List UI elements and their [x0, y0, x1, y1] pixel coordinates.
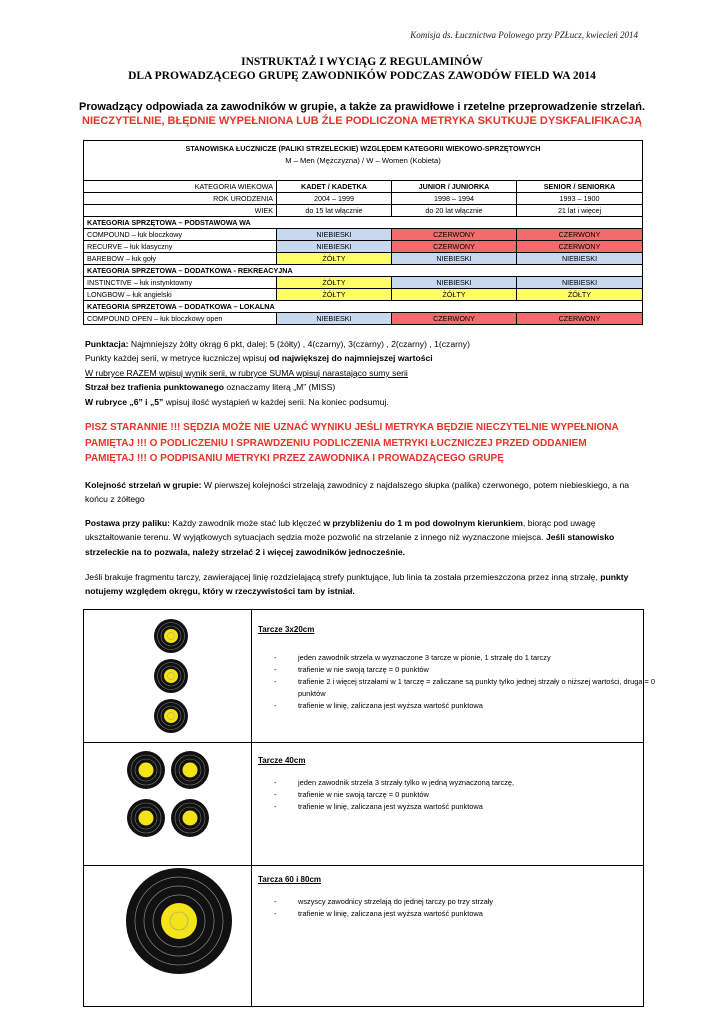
table-header-legend: M – Men (Mężczyzna) / W – Women (Kobieta) [285, 156, 441, 165]
table-row [84, 193, 643, 205]
col-junior: JUNIOR / JUNIORKA [392, 181, 517, 193]
table-cell: 1993 – 1900 [517, 193, 643, 205]
scoring-text: oznaczamy literą „M” (MISS) [223, 382, 336, 393]
col-senior: SENIOR / SENIORKA [517, 181, 643, 193]
row-label-recurve: RECURVE – łuk klasyczny [84, 241, 277, 253]
order-paragraph [85, 478, 645, 507]
row-label-compound: COMPOUND – łuk bloczkowy [84, 229, 277, 241]
scoring-section [85, 337, 645, 409]
stance-emphasis: w przybliżeniu do 1 m pod dowolnym kierunkiem [323, 518, 523, 528]
order-text: W pierwszej kolejności strzelają zawodnicy z najdalszego słupka (palika) czerwonego, potem niebieskiego, a na końcu z żółtego [85, 480, 630, 505]
list-item: - trafienie 2 i więcej strzałami w 1 tarczę = zaliczane są punkty tylko jednej strzały o niższej wartości, druga = 0 punktów [298, 676, 658, 700]
section-row [84, 301, 643, 313]
table-row [84, 241, 643, 253]
stake-cell-red: CZERWONY [517, 229, 643, 241]
title-line-1: INSTRUKTAŻ I WYCIĄG Z REGULAMINÓW [241, 56, 483, 68]
col-kadet: KADET / KADETKA [277, 181, 392, 193]
stake-cell-blue: NIEBIESKI [392, 253, 517, 265]
stake-cell-blue: NIEBIESKI [277, 229, 392, 241]
row-label-barebow: BAREBOW – łuk goły [84, 253, 277, 265]
table-header-row [84, 141, 643, 181]
list-item: - jeden zawodnik strzela 3 strzały tylko w jedną wyznaczoną tarczę, [298, 777, 658, 789]
table-cell: 1998 – 1994 [392, 193, 517, 205]
scoring-line-1 [85, 337, 645, 351]
age-category-label: KATEGORIA WIEKOWA [84, 181, 277, 193]
missing-line-paragraph [85, 570, 645, 599]
row-label-instinctive: INSTINCTIVE – łuk instynktowny [84, 277, 277, 289]
target-face-icon [127, 799, 165, 837]
intro-line-1: Prowadzący odpowiada za zawodników w grupie, a także za prawidłowe i rzetelne przeprowadzenie strzelań. [78, 101, 646, 113]
stake-cell-blue: NIEBIESKI [277, 313, 392, 325]
list-item: - jeden zawodnik strzela w wyznaczone 3 tarcze w pionie, 1 strzałę do 1 tarczy [298, 652, 658, 664]
row-label-longbow: LONGBOW – łuk angielski [84, 289, 277, 301]
stake-cell-blue: NIEBIESKI [392, 277, 517, 289]
target-rules-40 [258, 777, 658, 813]
target-face-icon [154, 619, 188, 653]
stake-cell-red: CZERWONY [392, 229, 517, 241]
table-row [84, 205, 643, 217]
warning-line-1: PISZ STARANNIE !!! SĘDZIA MOŻE NIE UZNAĆ WYNIKU JEŚLI METRYKA BĘDZIE NIECZYTELNIE WYPEŁNIONA [85, 422, 619, 433]
list-item: - trafienie w nie swoją tarczę = 0 punktów [298, 664, 658, 676]
table-cell: 21 lat i więcej [517, 205, 643, 217]
section-recreational: KATEGORIA SPRZETOWA – DODATKOWA - REKREACYJNA [84, 265, 643, 277]
warning-line-2: PAMIĘTAJ !!! O PODLICZENIU I SPRAWDZENIU PODLICZENIA METRYKI ŁUCZNICZEJ PRZED ODDANIEM [85, 437, 587, 449]
section-basic: KATEGORIA SPRZĘTOWA – PODSTAWOWA WA [84, 217, 643, 229]
scoring-text: Najmniejszy żółty okrąg 6 pkt, dalej: 5 (żółty) , 4(czarny), 3(czarny) , 2(czarny) , 1(czarny) [128, 339, 470, 349]
section-local: KATEGORIA SPRZETOWA – DODATKOWA – LOKALNA [84, 301, 643, 313]
table-row [84, 253, 643, 265]
scoring-line-3 [85, 366, 645, 380]
table-header [84, 141, 643, 181]
list-item: - trafienie w linię, zaliczana jest wyższa wartość punktowa [298, 801, 658, 813]
target-3x20-image [151, 616, 191, 736]
stance-paragraph [85, 516, 645, 559]
row-label-compound-open: COMPOUND OPEN – łuk bloczkowy open [84, 313, 277, 325]
intro-warning: NIECZYTELNIE, BŁĘDNIE WYPEŁNIONA LUB ŹLE PODLICZONA METRYKA SKUTKUJE DYSKFALIFIKACJĄ [82, 115, 642, 127]
scoring-label: Punktacja: [85, 339, 129, 349]
stake-cell-yellow: ŻÓŁTY [392, 289, 517, 301]
target-face-icon [154, 699, 188, 733]
order-label: Kolejność strzelań w grupie: [85, 480, 202, 490]
stance-emphasis: Jeśli stanowisko strzeleckie na to pozwala, należy strzelać 2 i więcej zawodników jednocześnie. [85, 532, 615, 557]
table-cell: do 15 lat włącznie [277, 205, 392, 217]
missing-line-text: Jeśli brakuje fragmentu tarczy, zawierającej linię rozdzielającą strefy punktujące, lub linia ta została przemieszczona przez inną strzałę, [85, 572, 601, 582]
list-item: - trafienie w linię, zaliczana jest wyższa wartość punktowa [298, 700, 658, 712]
target-title-40: Tarcze 40cm [258, 756, 306, 765]
scoring-text: W rubryce RAZEM wpisuj wynik serii, w rubryce SUMA wpisuj narastająco sumy serii [85, 367, 408, 378]
stake-cell-yellow: ŻÓŁTY [277, 253, 392, 265]
title-line-2: DLA PROWADZĄCEGO GRUPĘ ZAWODNIKÓW PODCZAS ZAWODÓW FIELD WA 2014 [128, 70, 596, 82]
stake-cell-red: CZERWONY [517, 313, 643, 325]
target-face-icon [171, 751, 209, 789]
target-face-icon [126, 868, 232, 974]
table-row [84, 313, 643, 325]
scoring-text: Punkty każdej serii, w metryce łuczniczej wpisuj [85, 353, 269, 364]
stake-cell-yellow: ŻÓŁTY [277, 289, 392, 301]
scoring-emphasis: Strzał bez trafienia punktowanego [85, 382, 224, 393]
birth-year-label: ROK URODZENIA [84, 193, 277, 205]
category-table [83, 140, 643, 325]
stance-text: , biorąc pod uwagę ukształtowanie terenu. W wyjątkowych sytuacjach sędzia może pozwolić na strzelanie z innego niż wyznaczone miejsca. [85, 518, 596, 543]
target-40-image [124, 746, 214, 844]
table-row [84, 277, 643, 289]
table-cell: do 20 lat włącznie [392, 205, 517, 217]
stake-cell-blue: NIEBIESKI [517, 253, 643, 265]
stake-cell-red: CZERWONY [392, 241, 517, 253]
warning-line-3: PAMIĘTAJ !!! O PODPISANIU METRYKI PRZEZ ZAWODNIKA I PROWADZĄCEGO GRUPĘ [85, 453, 504, 464]
age-label: WIEK [84, 205, 277, 217]
header-note: Komisja ds. Łucznictwa Polowego przy PZŁucz, kwiecień 2014 [410, 30, 638, 40]
target-face-icon [127, 751, 165, 789]
stake-cell-blue: NIEBIESKI [517, 277, 643, 289]
scoring-emphasis: od największej do najmniejszej wartości [268, 353, 433, 364]
scoring-emphasis: W rubryce „6” i „5” [85, 396, 164, 407]
scoring-line-2 [85, 351, 645, 365]
section-row [84, 217, 643, 229]
table-row [84, 289, 643, 301]
target-60-80-image [124, 866, 234, 976]
table-row [84, 229, 643, 241]
scoring-line-5 [85, 395, 645, 409]
scoring-text: wpisuj ilość wystąpień w każdej serii. Na koniec podsumuj. [163, 396, 389, 407]
stake-cell-red: CZERWONY [392, 313, 517, 325]
intro [0, 100, 724, 128]
targets-table [83, 609, 655, 1007]
scoring-line-4 [85, 380, 645, 394]
stance-text: Każdy zawodnik może stać lub klęczeć [170, 518, 324, 528]
target-face-icon [154, 659, 188, 693]
target-rules-3x20 [258, 652, 658, 712]
list-item: - trafienie w linię, zaliczana jest wyższa wartość punktowa [298, 908, 658, 920]
stake-cell-yellow: ŻÓŁTY [517, 289, 643, 301]
document-title [0, 55, 724, 83]
target-title-60-80: Tarcza 60 i 80cm [258, 875, 322, 884]
stake-cell-blue: NIEBIESKI [277, 241, 392, 253]
target-rules-60-80 [258, 896, 658, 920]
table-cell: 2004 – 1999 [277, 193, 392, 205]
section-row [84, 265, 643, 277]
list-item: - trafienie w nie swoją tarczę = 0 punktów [298, 789, 658, 801]
stake-cell-yellow: ŻÓŁTY [277, 277, 392, 289]
list-item: - wszyscy zawodnicy strzelają do jednej tarczy po trzy strzały [298, 896, 658, 908]
target-title-3x20: Tarcze 3x20cm [258, 625, 315, 634]
missing-line-emphasis: punkty notujemy względem okręgu, który w rzeczywistości tam by istniał. [85, 572, 629, 597]
target-face-icon [171, 799, 209, 837]
table-row [84, 181, 643, 193]
table-header-title: STANOWISKA ŁUCZNICZE (PALIKI STRZELECKIE) WZGLĘDEM KATEGORII WIEKOWO-SPRZĘTOWYCH [185, 144, 541, 153]
stance-label: Postawa przy paliku: [85, 518, 171, 528]
warning-block [85, 420, 645, 467]
stake-cell-red: CZERWONY [517, 241, 643, 253]
